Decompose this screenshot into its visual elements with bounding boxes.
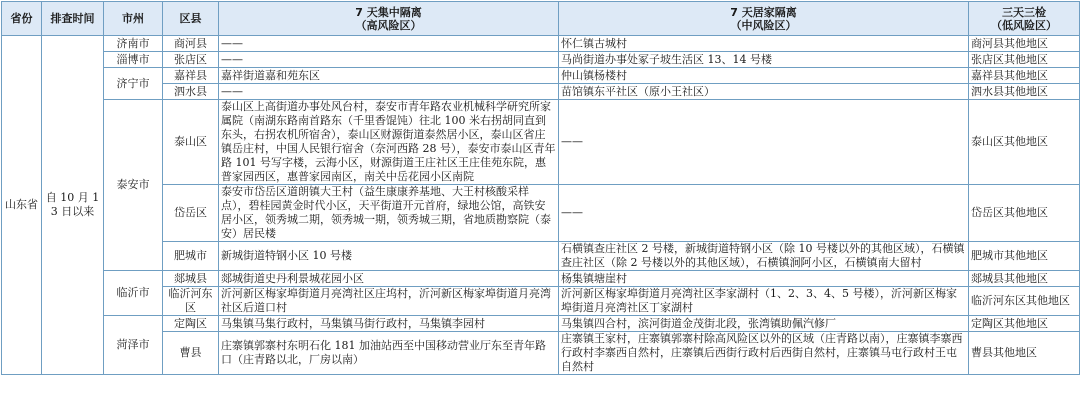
table-row [2,36,1080,52]
table-row [2,52,1080,68]
low-risk-cell: 商河县其他地区 [969,36,1080,52]
high-risk-cell: 沂河新区梅家埠街道月亮湾社区庄坞村，沂河新区梅家埠街道月亮湾社区后道口村 [219,287,559,316]
district-cell: 泰山区 [163,100,219,185]
high-risk-cell: 泰安市岱岳区道朗镇大王村（益生康康养基地、大王村核酸采样点），碧桂园黄金时代小区，天平街道开元首府，绿地公馆，高铁安居小区，领秀城二期，领秀城一期，领秀城三期，省地质勘察院（泰安）居民楼 [219,185,559,242]
city-cell: 济宁市 [104,68,163,100]
high-risk-cell: 泰山区上高街道办事处风台村，泰安市青年路农业机械科学研究所家属院（南湖东路南首路东（千里香馄饨）往北 100 米右拐胡同直到东头，右拐农机所宿舍），泰山区财源街道泰然居小区，泰山区省庄镇岳庄村，中国人民银行宿舍（奈河西路 28 号），泰安市泰山区青年路 101 号写字楼，云海小区，财源街道王庄社区王庄佳苑东院，惠普家园西区，惠普家园南区，南关中岳花园小区南院 [219,100,559,185]
header-mid-risk [559,2,969,36]
high-risk-cell: 嘉祥街道嘉和苑东区 [219,68,559,84]
city-cell: 临沂市 [104,271,163,316]
risk-area-table [1,1,1080,375]
district-cell: 肥城市 [163,242,219,271]
low-risk-cell: 岱岳区其他地区 [969,185,1080,242]
low-risk-cell: 肥城市其他地区 [969,242,1080,271]
table-row [2,271,1080,287]
header-high-risk-line1: 7 天集中隔离 [355,5,422,19]
header-low-risk-line1: 三天三检 [1002,5,1046,19]
high-risk-cell: 庄寨镇郭寨村东明石化 181 加油站西至中国移动营业厅东至青年路口（庄青路以北，厂房以南） [219,332,559,375]
district-cell: 泗水县 [163,84,219,100]
mid-risk-cell: 苗馆镇东平社区（原小王社区） [559,84,969,100]
high-risk-cell: 郯城街道史丹利景城花园小区 [219,271,559,287]
header-city: 市州 [104,2,163,36]
province-cell: 山东省 [2,36,42,375]
district-cell: 郯城县 [163,271,219,287]
low-risk-cell: 泗水县其他地区 [969,84,1080,100]
district-cell: 定陶区 [163,316,219,332]
city-cell: 济南市 [104,36,163,52]
mid-risk-cell: 怀仁镇古城村 [559,36,969,52]
header-low-risk [969,2,1080,36]
mid-risk-cell: —— [559,100,969,185]
mid-risk-cell: 马集镇四合村，滨河街道金茂街北段，张湾镇助佩汽修厂 [559,316,969,332]
check-time-cell: 自 10 月 13 日以来 [42,36,104,375]
low-risk-cell: 泰山区其他地区 [969,100,1080,185]
district-cell: 嘉祥县 [163,68,219,84]
low-risk-cell: 定陶区其他地区 [969,316,1080,332]
mid-risk-cell: 仲山镇杨楼村 [559,68,969,84]
city-cell: 淄博市 [104,52,163,68]
table-row [2,100,1080,185]
header-row [2,2,1080,36]
mid-risk-cell: —— [559,185,969,242]
mid-risk-cell: 庄寨镇王家村，庄寨镇郭寨村除高风险区以外的区域（庄青路以南），庄寨镇李寨西行政村李寨西自然村，庄寨镇后西街行政村后西街自然村，庄寨镇马屯行政村王屯自然村 [559,332,969,375]
header-mid-risk-line2: （中风险区） [730,18,797,32]
header-district: 区县 [163,2,219,36]
table-row [2,68,1080,84]
high-risk-cell: —— [219,84,559,100]
low-risk-cell: 张店区其他地区 [969,52,1080,68]
low-risk-cell: 曹县其他地区 [969,332,1080,375]
mid-risk-cell: 杨集镇塘崖村 [559,271,969,287]
header-low-risk-line2: （低风险区） [991,18,1057,32]
table-row [2,185,1080,242]
mid-risk-cell: 马尚街道办事处冢子坡生活区 13、14 号楼 [559,52,969,68]
table-row [2,242,1080,271]
header-province: 省份 [2,2,42,36]
header-high-risk-line2: （高风险区） [355,18,422,32]
table-row [2,332,1080,375]
district-cell: 临沂河东区 [163,287,219,316]
table-row [2,287,1080,316]
district-cell: 曹县 [163,332,219,375]
header-mid-risk-line1: 7 天居家隔离 [730,5,797,19]
district-cell: 商河县 [163,36,219,52]
city-cell: 泰安市 [104,100,163,271]
district-cell: 岱岳区 [163,185,219,242]
city-cell: 菏泽市 [104,316,163,375]
high-risk-cell: —— [219,36,559,52]
header-high-risk [219,2,559,36]
header-check-time: 排查时间 [42,2,104,36]
high-risk-cell: 新城街道特钢小区 10 号楼 [219,242,559,271]
district-cell: 张店区 [163,52,219,68]
mid-risk-cell: 石横镇查庄社区 2 号楼，新城街道特钢小区（除 10 号楼以外的其他区域），石横镇查庄社区（除 2 号楼以外的其他区域），石横镇涧阿小区，石横镇南大留村 [559,242,969,271]
low-risk-cell: 嘉祥县其他地区 [969,68,1080,84]
table-row [2,316,1080,332]
high-risk-cell: —— [219,52,559,68]
low-risk-cell: 郯城县其他地区 [969,271,1080,287]
low-risk-cell: 临沂河东区其他地区 [969,287,1080,316]
high-risk-cell: 马集镇马集行政村，马集镇马街行政村，马集镇李园村 [219,316,559,332]
table-row [2,84,1080,100]
mid-risk-cell: 沂河新区梅家埠街道月亮湾社区李家湖村（1、2、3、4、5 号楼），沂河新区梅家埠街道月亮湾社区丁家湖村 [559,287,969,316]
